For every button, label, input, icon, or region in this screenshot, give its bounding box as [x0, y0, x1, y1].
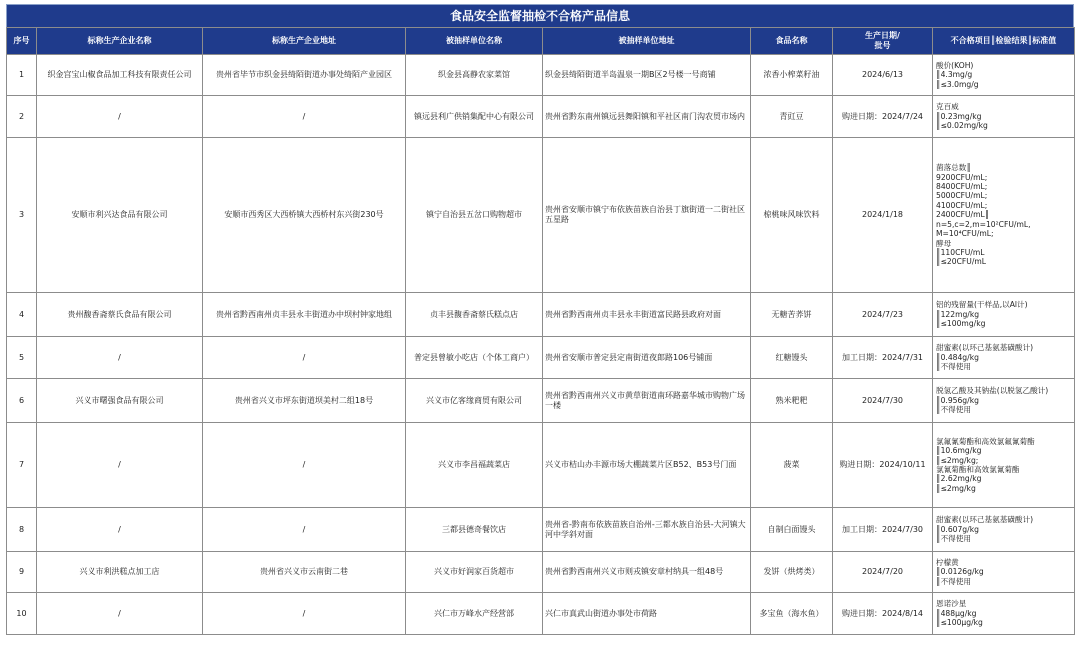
cell-date: 2024/7/20 [833, 552, 933, 593]
cell-sampled-unit: 织金县高静农家菜馆 [406, 55, 543, 96]
cell-fail-items [933, 508, 1075, 552]
fail-item-line: 脱氢乙酸及其钠盐(以脱氢乙酸计) [936, 386, 1049, 396]
cell-sampled-unit: 兴义市好润家百货超市 [406, 552, 543, 593]
cell-sampled-unit: 镇宁自治县五岔口购物超市 [406, 138, 543, 293]
fail-item-line: ║不得使用 [936, 576, 971, 586]
cell-sampled-address: 贵州省安顺市普定县定南街道夜郎路106号铺面 [543, 337, 751, 379]
fail-item-line: 菌落总数║ [936, 163, 971, 173]
fail-item-line: ║2.62mg/kg [936, 474, 982, 484]
col-header-sampled-address: 被抽样单位地址 [543, 28, 751, 55]
cell-food: 红糖馒头 [751, 337, 833, 379]
fail-item-line: 柠檬黄 [936, 557, 959, 567]
cell-sampled-unit: 兴义市李昌福蔬菜店 [406, 423, 543, 508]
table-row [7, 293, 1075, 337]
fail-item-line: n=5,c=2,m=10²CFU/mL, [936, 219, 1031, 229]
table-row [7, 423, 1075, 508]
cell-fail-items [933, 55, 1075, 96]
cell-sampled-address: 贵州省黔西南州贞丰县永丰街道富民路县政府对面 [543, 293, 751, 337]
cell-manufacturer: 兴义市利洪糕点加工店 [37, 552, 203, 593]
cell-manufacturer-address: / [203, 593, 406, 635]
cell-sampled-address: 贵州省黔西南州兴义市则戎镇安章村纳具一组48号 [543, 552, 751, 593]
cell-manufacturer: / [37, 337, 203, 379]
cell-sampled-unit: 三都县德奇餐饮店 [406, 508, 543, 552]
cell-date: 加工日期：2024/7/30 [833, 508, 933, 552]
fail-item-line: ║≤0.02mg/kg [936, 121, 988, 131]
cell-date: 2024/6/13 [833, 55, 933, 96]
table-row [7, 508, 1075, 552]
col-header-manufacturer: 标称生产企业名称 [37, 28, 203, 55]
fail-item-line: ║≤20CFU/mL [936, 257, 987, 267]
fail-item-line: ║4.3mg/g [936, 70, 973, 80]
cell-manufacturer-address: 贵州省毕节市织金县绮陌街道办事处绮陌产业园区 [203, 55, 406, 96]
fail-item-line: 氯氟氰菊酯和高效氯氟氰菊酯 [936, 436, 1035, 446]
table-title: 食品安全监督抽检不合格产品信息 [6, 4, 1074, 27]
cell-manufacturer-address: 贵州省兴义市云南街二巷 [203, 552, 406, 593]
cell-manufacturer-address: 贵州省黔西南州贞丰县永丰街道办中坝村钟家地组 [203, 293, 406, 337]
cell-sampled-unit: 镇远县利广供销集配中心有限公司 [406, 96, 543, 138]
fail-item-line: ║不得使用 [936, 405, 971, 415]
cell-manufacturer-address: / [203, 508, 406, 552]
cell-food: 菠菜 [751, 423, 833, 508]
fail-item-line: 铝的残留量(干样品,以Al计) [936, 300, 1028, 310]
fail-item-line: 克百威 [936, 102, 959, 112]
fail-item-line: 4100CFU/mL; [936, 200, 988, 210]
table-row [7, 55, 1075, 96]
fail-item-line: ║0.0126g/kg [936, 567, 984, 577]
cell-no: 4 [7, 293, 37, 337]
table-row [7, 138, 1075, 293]
cell-manufacturer: / [37, 593, 203, 635]
fail-item-line: 氯氰菊酯和高效氯氰菊酯 [936, 465, 1020, 474]
fail-item-line: 酸价(KOH) [936, 60, 974, 70]
col-header-manufacturer-address: 标称生产企业地址 [203, 28, 406, 55]
col-header-fail: 不合格项目║检验结果║标准值 [933, 28, 1075, 55]
fail-item-line: 酵母 [936, 238, 952, 248]
cell-manufacturer: / [37, 423, 203, 508]
cell-manufacturer: 安顺市利兴达食品有限公司 [37, 138, 203, 293]
cell-manufacturer-address: 安顺市西秀区大西桥镇大西桥村东兴街230号 [203, 138, 406, 293]
cell-manufacturer-address: / [203, 96, 406, 138]
fail-item-line: ║≤100μg/kg [936, 618, 983, 628]
cell-sampled-address: 兴义市桔山办丰源市场大棚蔬菜片区B52、B53号门面 [543, 423, 751, 508]
cell-food: 多宝鱼（海水鱼） [751, 593, 833, 635]
fail-item-line: ║10.6mg/kg [936, 446, 982, 456]
table-row [7, 96, 1075, 138]
cell-manufacturer: 织金宫宝山椒食品加工科技有限责任公司 [37, 55, 203, 96]
cell-food: 发饼（烘烤类） [751, 552, 833, 593]
fail-item-line: ║0.484g/kg [936, 352, 979, 362]
col-header-sampled-unit: 被抽样单位名称 [406, 28, 543, 55]
col-header-date: 生产日期/ 批号 [833, 28, 933, 55]
fail-item-line: ║488μg/kg [936, 608, 977, 618]
cell-no: 1 [7, 55, 37, 96]
fail-item-line: ║≤3.0mg/g [936, 79, 979, 89]
table-row [7, 379, 1075, 423]
cell-fail-items [933, 138, 1075, 293]
fail-item-line: ║≤100mg/kg [936, 319, 986, 329]
cell-no: 2 [7, 96, 37, 138]
cell-no: 9 [7, 552, 37, 593]
fail-item-line: ║0.23mg/kg [936, 111, 982, 121]
fail-item-line: ║≤2mg/kg [936, 483, 976, 493]
cell-date: 2024/1/18 [833, 138, 933, 293]
cell-manufacturer-address: / [203, 423, 406, 508]
cell-food: 浓香小榨菜籽油 [751, 55, 833, 96]
cell-food: 无糖苦荞饼 [751, 293, 833, 337]
cell-no: 5 [7, 337, 37, 379]
cell-no: 6 [7, 379, 37, 423]
cell-manufacturer: 贵州馥香斋蔡氏食品有限公司 [37, 293, 203, 337]
cell-food: 青豇豆 [751, 96, 833, 138]
fail-item-line: 8400CFU/mL; [936, 182, 988, 192]
inspection-table-container [6, 4, 1074, 635]
fail-item-line: ║0.607g/kg [936, 524, 979, 534]
cell-fail-items [933, 96, 1075, 138]
cell-food: 自制白面馒头 [751, 508, 833, 552]
cell-no: 7 [7, 423, 37, 508]
fail-item-line: ║110CFU/mL [936, 247, 985, 257]
cell-food: 熟米粑粑 [751, 379, 833, 423]
cell-no: 10 [7, 593, 37, 635]
header-row [7, 28, 1075, 55]
cell-sampled-unit: 兴义市亿客缘商贸有限公司 [406, 379, 543, 423]
cell-sampled-unit: 兴仁市万峰水产经营部 [406, 593, 543, 635]
cell-sampled-address: 贵州省黔东南州镇远县舞阳镇和平社区南门沟农贸市场内 [543, 96, 751, 138]
cell-sampled-address: 兴仁市真武山街道办事处市荷路 [543, 593, 751, 635]
fail-item-line: M=10⁴CFU/mL; [936, 229, 994, 239]
cell-sampled-address: 贵州省-黔南布依族苗族自治州-三都水族自治县-大河镇大河中学斜对面 [543, 508, 751, 552]
table-row [7, 552, 1075, 593]
table-row [7, 593, 1075, 635]
cell-date: 2024/7/30 [833, 379, 933, 423]
cell-fail-items [933, 593, 1075, 635]
fail-item-line: 甜蜜素(以环己基氨基磺酸计) [936, 515, 1034, 525]
cell-fail-items [933, 293, 1075, 337]
fail-item-line: 5000CFU/mL; [936, 191, 988, 201]
cell-manufacturer: / [37, 96, 203, 138]
cell-no: 3 [7, 138, 37, 293]
cell-manufacturer-address: 贵州省兴义市坪东街道坝美村二组18号 [203, 379, 406, 423]
fail-item-line: 甜蜜素(以环己基氨基磺酸计) [936, 343, 1034, 353]
fail-item-line: 2400CFU/mL║ [936, 210, 990, 220]
cell-date: 2024/7/23 [833, 293, 933, 337]
cell-sampled-address: 贵州省安顺市镇宁布依族苗族自治县丁旗街道一二街社区五星路 [543, 138, 751, 293]
cell-date: 购进日期：2024/10/11 [833, 423, 933, 508]
cell-fail-items [933, 423, 1075, 508]
cell-manufacturer: 兴义市曙强食品有限公司 [37, 379, 203, 423]
cell-sampled-unit: 贞丰县馥香斋蔡氏糕点店 [406, 293, 543, 337]
col-header-food: 食品名称 [751, 28, 833, 55]
cell-manufacturer-address: / [203, 337, 406, 379]
cell-sampled-address: 贵州省黔西南州兴义市黄草街道南环路嘉华城市购物广场一楼 [543, 379, 751, 423]
fail-item-line: 9200CFU/mL; [936, 172, 988, 182]
fail-item-line: 恩诺沙星 [936, 599, 967, 609]
table-row [7, 337, 1075, 379]
cell-date: 加工日期：2024/7/31 [833, 337, 933, 379]
cell-no: 8 [7, 508, 37, 552]
cell-date: 购进日期：2024/8/14 [833, 593, 933, 635]
cell-date: 购进日期：2024/7/24 [833, 96, 933, 138]
cell-fail-items [933, 337, 1075, 379]
cell-fail-items [933, 379, 1075, 423]
fail-item-line: ║0.956g/kg [936, 395, 979, 405]
col-header-no: 序号 [7, 28, 37, 55]
fail-item-line: ║≤2mg/kg; [936, 455, 979, 465]
fail-item-line: ║122mg/kg [936, 309, 980, 319]
cell-sampled-unit: 普定县曾敏小吃店（个体工商户） [406, 337, 543, 379]
cell-food: 椋桃味风味饮料 [751, 138, 833, 293]
table-body [7, 55, 1075, 635]
cell-manufacturer: / [37, 508, 203, 552]
cell-sampled-address: 织金县绮陌街道半岛温泉一期B区2号楼一号商铺 [543, 55, 751, 96]
fail-item-line: ║不得使用 [936, 534, 971, 544]
unqualified-products-table [6, 27, 1075, 635]
fail-item-line: ║不得使用 [936, 362, 971, 372]
cell-fail-items [933, 552, 1075, 593]
